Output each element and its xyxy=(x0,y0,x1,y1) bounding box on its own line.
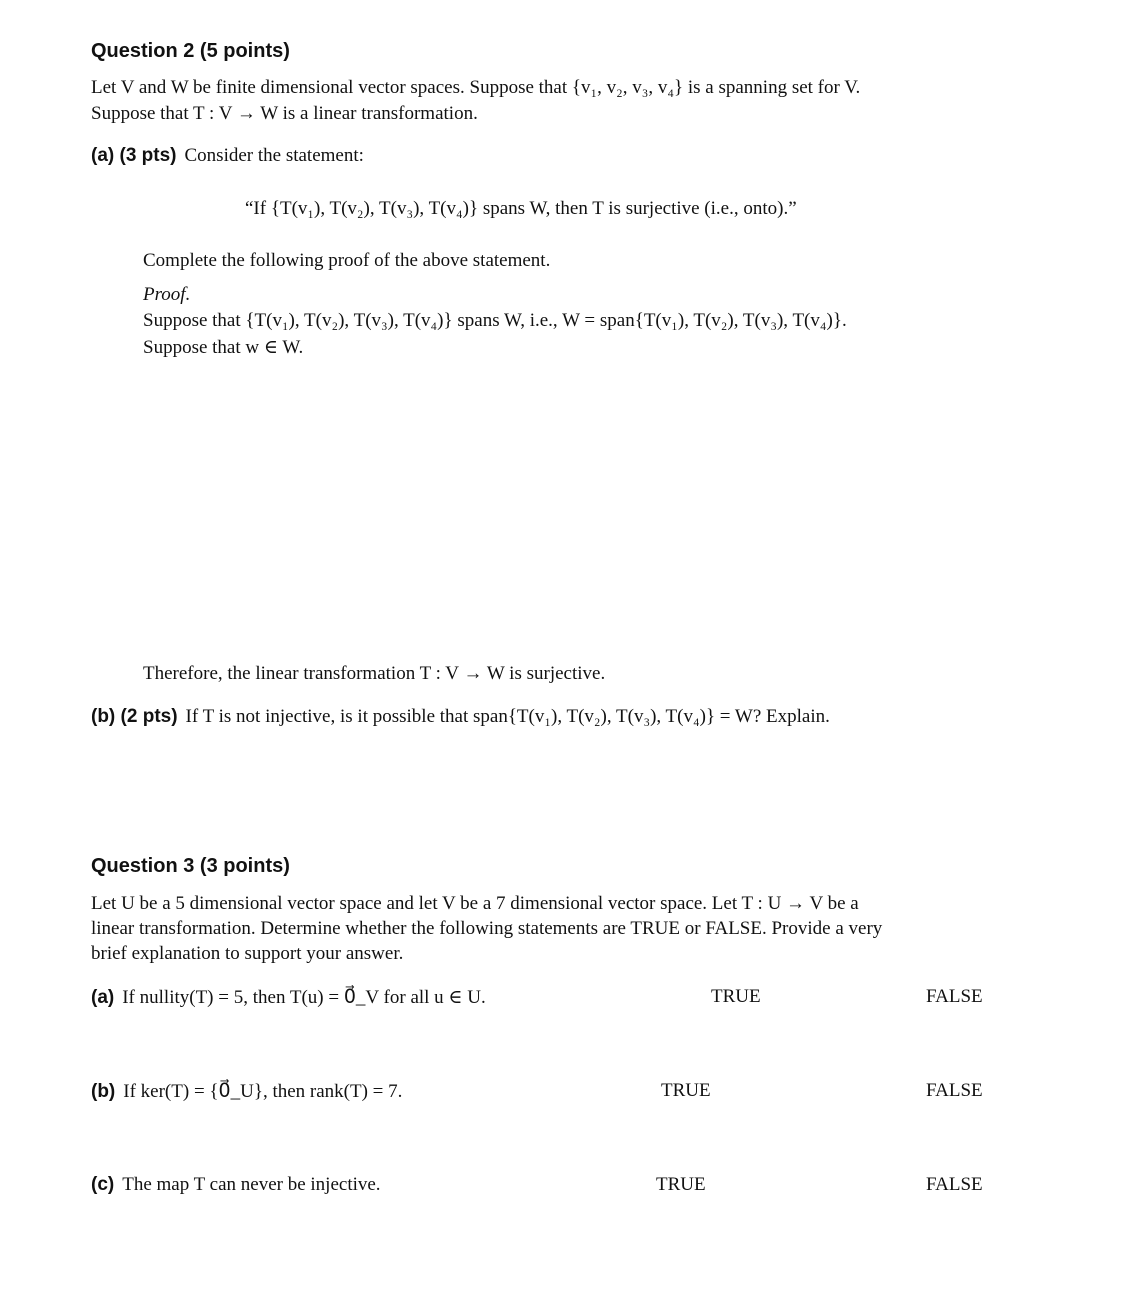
q3-item-c-false-option[interactable]: FALSE xyxy=(926,1174,983,1195)
question-2-part-b xyxy=(91,706,830,728)
proof-line-1: Suppose that {T(v₁), T(v₂), T(v₃), T(v₄)} spans W, i.e., W = span{T(v₁), T(v₂), T(v₃), T(v₄)}. xyxy=(143,310,847,331)
question-3-intro-line-3: brief explanation to support your answer. xyxy=(91,943,404,964)
proof-line-2: Suppose that w ∈ W. xyxy=(143,337,304,358)
question-3-heading: Question 3 (3 points) xyxy=(91,855,290,877)
q3-item-b-true-option[interactable]: TRUE xyxy=(661,1080,711,1101)
q3-item-b xyxy=(91,1080,402,1103)
part-a-text: Consider the statement: xyxy=(184,145,364,166)
q3-item-c-text: The map T can never be injective. xyxy=(122,1174,381,1195)
q3-item-b-false-option[interactable]: FALSE xyxy=(926,1080,983,1101)
part-a-instruction: Complete the following proof of the above statement. xyxy=(143,250,551,271)
q3-item-a-true-option[interactable]: TRUE xyxy=(711,986,761,1007)
question-3-intro-line-1: Let U be a 5 dimensional vector space and let V be a 7 dimensional vector space. Let T : U → V be a xyxy=(91,893,859,914)
part-b-label: (b) (2 pts) xyxy=(91,706,178,727)
question-2-intro-line-2: Suppose that T : V → W is a linear transformation. xyxy=(91,103,478,124)
question-2-heading: Question 2 (5 points) xyxy=(91,40,290,62)
q3-item-a-text: If nullity(T) = 5, then T(u) = 0⃗_V for all u ∈ U. xyxy=(122,987,486,1008)
part-b-text: If T is not injective, is it possible that span{T(v₁), T(v₂), T(v₃), T(v₄)} = W? Explain. xyxy=(185,706,830,727)
q3-item-a-label: (a) xyxy=(91,987,115,1008)
q3-item-b-text: If ker(T) = {0⃗_U}, then rank(T) = 7. xyxy=(123,1081,403,1102)
part-a-label: (a) (3 pts) xyxy=(91,145,177,166)
proof-conclusion: Therefore, the linear transformation T : V → W is surjective. xyxy=(143,663,606,684)
question-2-part-a xyxy=(91,145,364,167)
q3-item-a-false-option[interactable]: FALSE xyxy=(926,986,983,1007)
part-a-statement: “If {T(v₁), T(v₂), T(v₃), T(v₄)} spans W, then T is surjective (i.e., onto).” xyxy=(245,198,797,219)
q3-item-a xyxy=(91,986,486,1009)
q3-item-c-label: (c) xyxy=(91,1174,115,1195)
question-3-intro-line-2: linear transformation. Determine whether the following statements are TRUE or FALSE. Provide a very xyxy=(91,918,883,939)
proof-label: Proof. xyxy=(143,284,191,305)
q3-item-c xyxy=(91,1174,381,1196)
question-2-intro-line-1: Let V and W be finite dimensional vector spaces. Suppose that {v₁, v₂, v₃, v₄} is a spanning set for V. xyxy=(91,77,861,98)
q3-item-b-label: (b) xyxy=(91,1081,116,1102)
q3-item-c-true-option[interactable]: TRUE xyxy=(656,1174,706,1195)
